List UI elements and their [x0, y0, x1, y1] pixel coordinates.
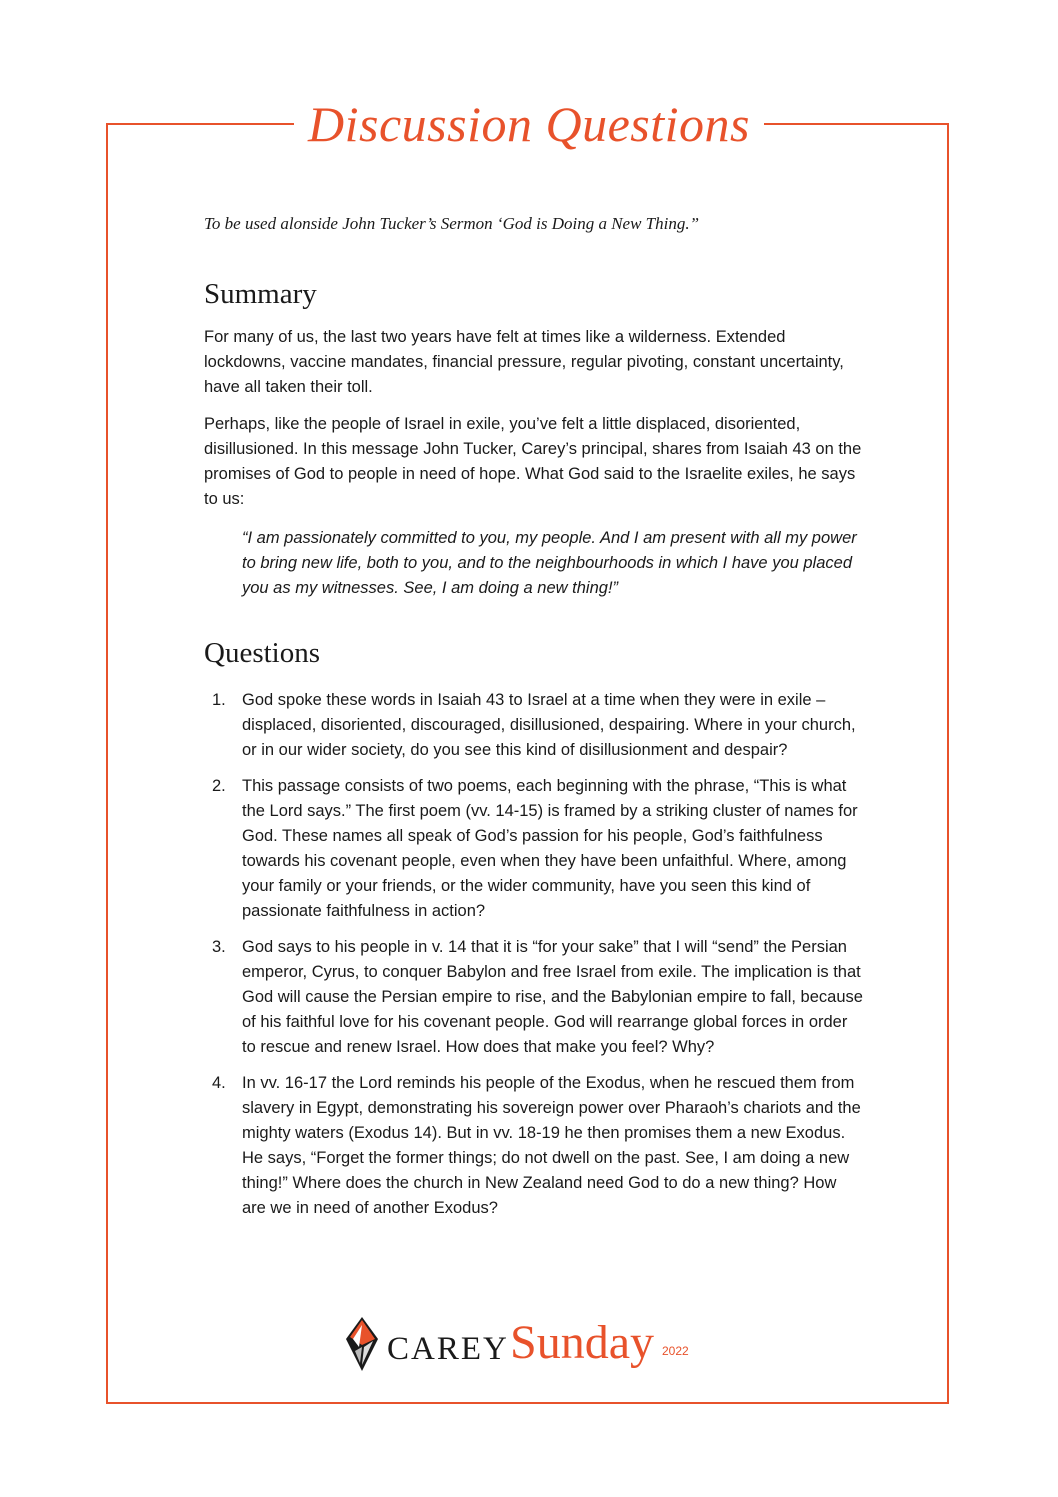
question-item [204, 688, 864, 763]
question-item [204, 935, 864, 1060]
carey-sunday-logo [346, 1313, 706, 1373]
questions-list [204, 688, 864, 1221]
summary-paragraph: For many of us, the last two years have felt at times like a wilderness. Extended lockdowns, vaccine mandates, financial pressure, regular pivoting, constant uncertainty, have all taken their toll. [204, 328, 844, 396]
logo-sunday-text: Sunday [510, 1316, 654, 1369]
carey-flame-mark-icon [346, 1317, 378, 1371]
question-number: 4. [212, 1074, 226, 1092]
question-text: In vv. 16-17 the Lord reminds his people of the Exodus, when he rescued them from slavery in Egypt, demonstrating his sovereign power over Pharaoh’s chariots and the mighty waters (Exodus 14). But in vv. 18-19 he then promises them a new Exodus. He says, “Forget the former things; do not dwell on the past. See, I am doing a new thing!” Where does the church in New Zealand need God to do a new thing? How are we in need of another Exodus? [242, 1074, 861, 1217]
summary-quote: “I am passionately committed to you, my people. And I am present with all my power to bring new life, both to you, and to the neighbourhoods in which I have you placed you as my witnesses. See, I am doing a new thing!” [242, 529, 857, 597]
question-number: 1. [212, 691, 226, 709]
question-text: This passage consists of two poems, each beginning with the phrase, “This is what the Lord says.” The first poem (vv. 14-15) is framed by a striking cluster of names for God. These names all speak of God’s passion for his people, God’s faithfulness towards his covenant people, even when they have been unfaithful. Where, among your family or your friends, or the wider community, have you seen this kind of passionate faithfulness in action? [242, 777, 858, 920]
main-content [204, 200, 864, 1232]
summary-paragraph: Perhaps, like the people of Israel in exile, you’ve felt a little displaced, disoriented, disillusioned. In this message John Tucker, Carey’s principal, shares from Isaiah 43 on the promises of God to people in need of hope. What God said to the Israelite exiles, he says to us: [204, 415, 862, 508]
intro-note: To be used alonside John Tucker’s Sermon ‘God is Doing a New Thing.” [204, 214, 700, 233]
question-number: 3. [212, 938, 226, 956]
question-item [204, 774, 864, 924]
question-number: 2. [212, 777, 226, 795]
question-text: God spoke these words in Isaiah 43 to Israel at a time when they were in exile – displaced, disoriented, discouraged, disillusioned, despairing. Where in your church, or in our wider society, do you see this kind of disillusionment and despair? [242, 691, 856, 759]
summary-heading: Summary [204, 278, 317, 310]
questions-heading: Questions [204, 637, 320, 669]
logo-carey-text: CAREY [387, 1331, 509, 1367]
page-title: Discussion Questions [294, 92, 764, 156]
question-text: God says to his people in v. 14 that it is “for your sake” that I will “send” the Persian emperor, Cyrus, to conquer Babylon and free Israel from exile. The implication is that God will cause the Persian empire to rise, and the Babylonian empire to fall, because of his faithful love for his covenant people. God will rearrange global forces in order to rescue and renew Israel. How does that make you feel? Why? [242, 938, 863, 1056]
question-item [204, 1071, 864, 1221]
logo-year-text: 2022 [662, 1344, 689, 1358]
page-title-wrap [0, 92, 1058, 156]
